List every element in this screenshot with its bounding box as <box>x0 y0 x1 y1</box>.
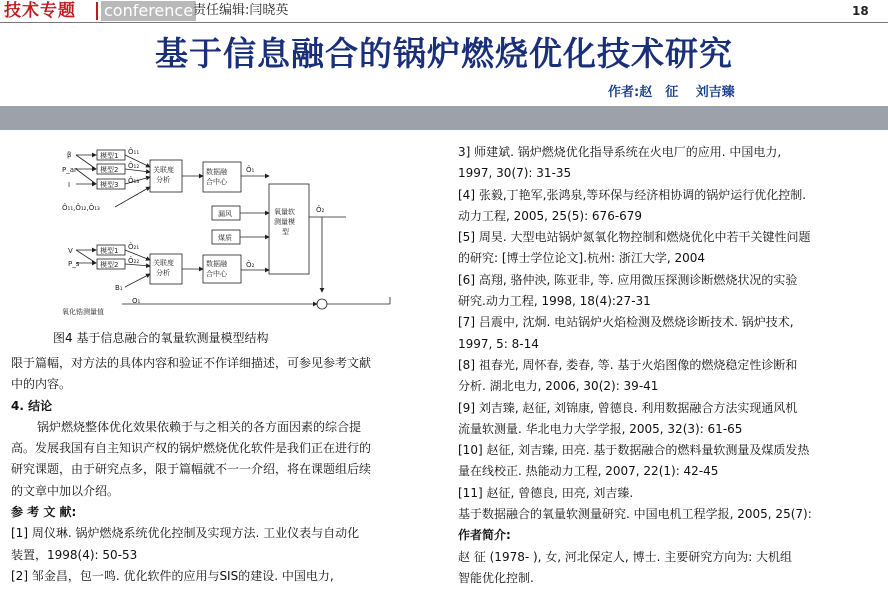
conclusion-heading: 4. 结论 <box>11 398 53 413</box>
bottom-fusion-text: 数据融合中心 <box>206 260 227 278</box>
reference-line: 研究.动力工程, 1998, 18(4):27-31 <box>458 294 651 309</box>
output-o11: Ô₁₁ <box>128 148 140 156</box>
model-3-label: 模型3 <box>100 181 119 189</box>
input-par: P_ar <box>62 166 77 174</box>
model-1-label: 模型1 <box>100 152 119 160</box>
author-bio-line: 赵 征 (1978- ), 女, 河北保定人, 博士. 主要研究方向为: 大机组 <box>458 549 793 564</box>
brand-divider <box>96 2 98 20</box>
output-o12: Ô₁₂ <box>128 162 140 170</box>
author-bio-line: 智能优化控制. <box>458 570 534 585</box>
reference-line: 分析. 湖北电力, 2006, 30(2): 39-41 <box>458 379 659 394</box>
reference-line: [11] 赵征, 曾德良, 田亮, 刘吉臻. <box>458 485 634 500</box>
model-2-label: 模型2 <box>100 166 119 174</box>
model-1b-label: 模型1 <box>100 247 119 255</box>
bottom-fusion-output: Ô₂ <box>246 261 255 269</box>
article-authors: 作者:赵 征 刘吉臻 <box>608 85 735 100</box>
reference-line: 装置，1998(4): 50-53 <box>11 547 138 562</box>
reference-line: 1997, 5: 8-14 <box>458 336 539 351</box>
references-heading: 参 考 文 献: <box>11 505 77 520</box>
soft-measure-block <box>269 184 309 274</box>
output-o22: Ô₂₂ <box>128 257 140 265</box>
bottom-correlation-text: 关联度分析 <box>153 259 174 277</box>
reference-line: 的研究: [博士学位论文].杭州: 浙江大学, 2004 <box>458 251 706 266</box>
soft-measure-text: 氧量软测量模型 <box>274 208 295 236</box>
coal-quality-text: 煤质 <box>218 234 232 242</box>
title-band <box>0 106 888 130</box>
soft-measure-output: Ô₂ <box>316 206 325 214</box>
model-structure-figure <box>60 142 442 318</box>
top-input-group <box>62 151 96 189</box>
editor-credit: 责任编辑:闫晓英 <box>193 3 289 18</box>
page-header <box>0 0 888 24</box>
feedback-label: Ô₁₁,Ô₁₂,Ô₁₃ <box>62 204 100 212</box>
reference-line: [1] 周仪琳. 锅炉燃烧系统优化控制及实现方法. 工业仪表与自动化 <box>11 526 360 541</box>
header-rule <box>0 22 888 23</box>
article-title: 基于信息融合的锅炉燃烧优化技术研究 <box>155 34 733 73</box>
left-line: 的文章中加以介绍。 <box>11 483 120 498</box>
reference-line: 流量软测量. 华北电力大学学报, 2005, 32(3): 61-65 <box>458 421 743 436</box>
summing-junction <box>317 299 327 309</box>
wind-leak-text: 漏风 <box>218 210 232 218</box>
top-fusion-output: Ô₁ <box>246 166 255 174</box>
right-column <box>458 142 886 589</box>
top-fusion-text: 数据融合中心 <box>206 168 227 186</box>
reference-line: 基于数据融合的氧量软测量研究. 中国电机工程学报, 2005, 25(7): <box>458 507 812 522</box>
reference-line: 3] 师建斌. 锅炉燃烧优化指导系统在火电厂的应用. 中国电力, <box>458 145 782 159</box>
output-o21: Ô₂₁ <box>128 243 140 251</box>
reference-line: [5] 周昊. 大型电站锅炉氮氧化物控制和燃烧优化中若干关键性问题 <box>458 230 811 245</box>
left-line: 研究课题，由于研究点多，限于篇幅就不一一介绍，将在课题组后续 <box>11 462 372 477</box>
input-v: V <box>68 247 73 255</box>
left-line: 锅炉燃烧整体优化效果依赖于与之相关的各方面因素的综合提 <box>37 419 362 434</box>
page-number: 18 <box>852 4 869 18</box>
left-line: 中的内容。 <box>11 377 72 392</box>
reference-line: 量在线校正. 热能动力工程, 2007, 22(1): 42-45 <box>458 464 719 479</box>
figure-caption: 图4 基于信息融合的氧量软测量模型结构 <box>53 331 269 345</box>
top-fusion-block <box>203 162 241 192</box>
top-correlation-text: 关联度分析 <box>153 166 174 184</box>
left-line: 高。发展我国有自主知识产权的锅炉燃烧优化软件是我们正在进行的 <box>11 441 372 456</box>
left-column <box>11 353 439 587</box>
reference-line: [4] 张毅,丁艳军,张鸿泉,等环保与经济相协调的锅炉运行优化控制. <box>458 187 807 202</box>
reference-line: 动力工程, 2005, 25(5): 676-679 <box>458 208 643 223</box>
reference-line: [8] 祖春光, 周怀春, 娄春, 等. 基于火焰图像的燃烧稳定性诊断和 <box>458 357 798 372</box>
author-bio-heading: 作者简介: <box>458 528 511 543</box>
output-o13: Ô₁₃ <box>128 177 140 185</box>
reference-line: 1997, 30(7): 31-35 <box>458 166 572 181</box>
input-i: I <box>68 181 71 189</box>
reference-line: [6] 高翔, 骆仲泱, 陈亚非, 等. 应用微压探测诊断燃烧状况的实验 <box>458 272 798 287</box>
input-ps: P_s <box>68 260 80 268</box>
measured-o1: O₁ <box>132 297 141 305</box>
reference-line: [9] 刘吉臻, 赵征, 刘锦康, 曾德良. 利用数据融合方法实现通风机 <box>458 400 798 415</box>
reference-line: [10] 赵征, 刘吉臻, 田亮. 基于数据融合的燃料量软测量及煤质发热 <box>458 443 810 458</box>
top-model-stack <box>97 147 150 189</box>
input-beta: β <box>67 151 72 159</box>
bottom-input-group <box>68 242 150 292</box>
zirconia-meter-label: 氧化锆测量值 <box>62 308 104 316</box>
section-brand-en: conference <box>101 1 196 21</box>
reference-line: [2] 邹金昌，包一鸣. 优化软件的应用与SIS的建设. 中国电力, <box>11 568 334 583</box>
left-line: 限于篇幅，对方法的具体内容和验证不作详细描述，可参见参考文献 <box>11 356 372 370</box>
reference-line: [7] 吕震中, 沈炯. 电站锅炉火焰检测及燃烧诊断技术. 锅炉技术, <box>458 315 794 330</box>
input-b1: B₁ <box>115 284 123 292</box>
section-brand: 技术专题 <box>4 1 76 21</box>
model-2b-label: 模型2 <box>100 261 119 269</box>
